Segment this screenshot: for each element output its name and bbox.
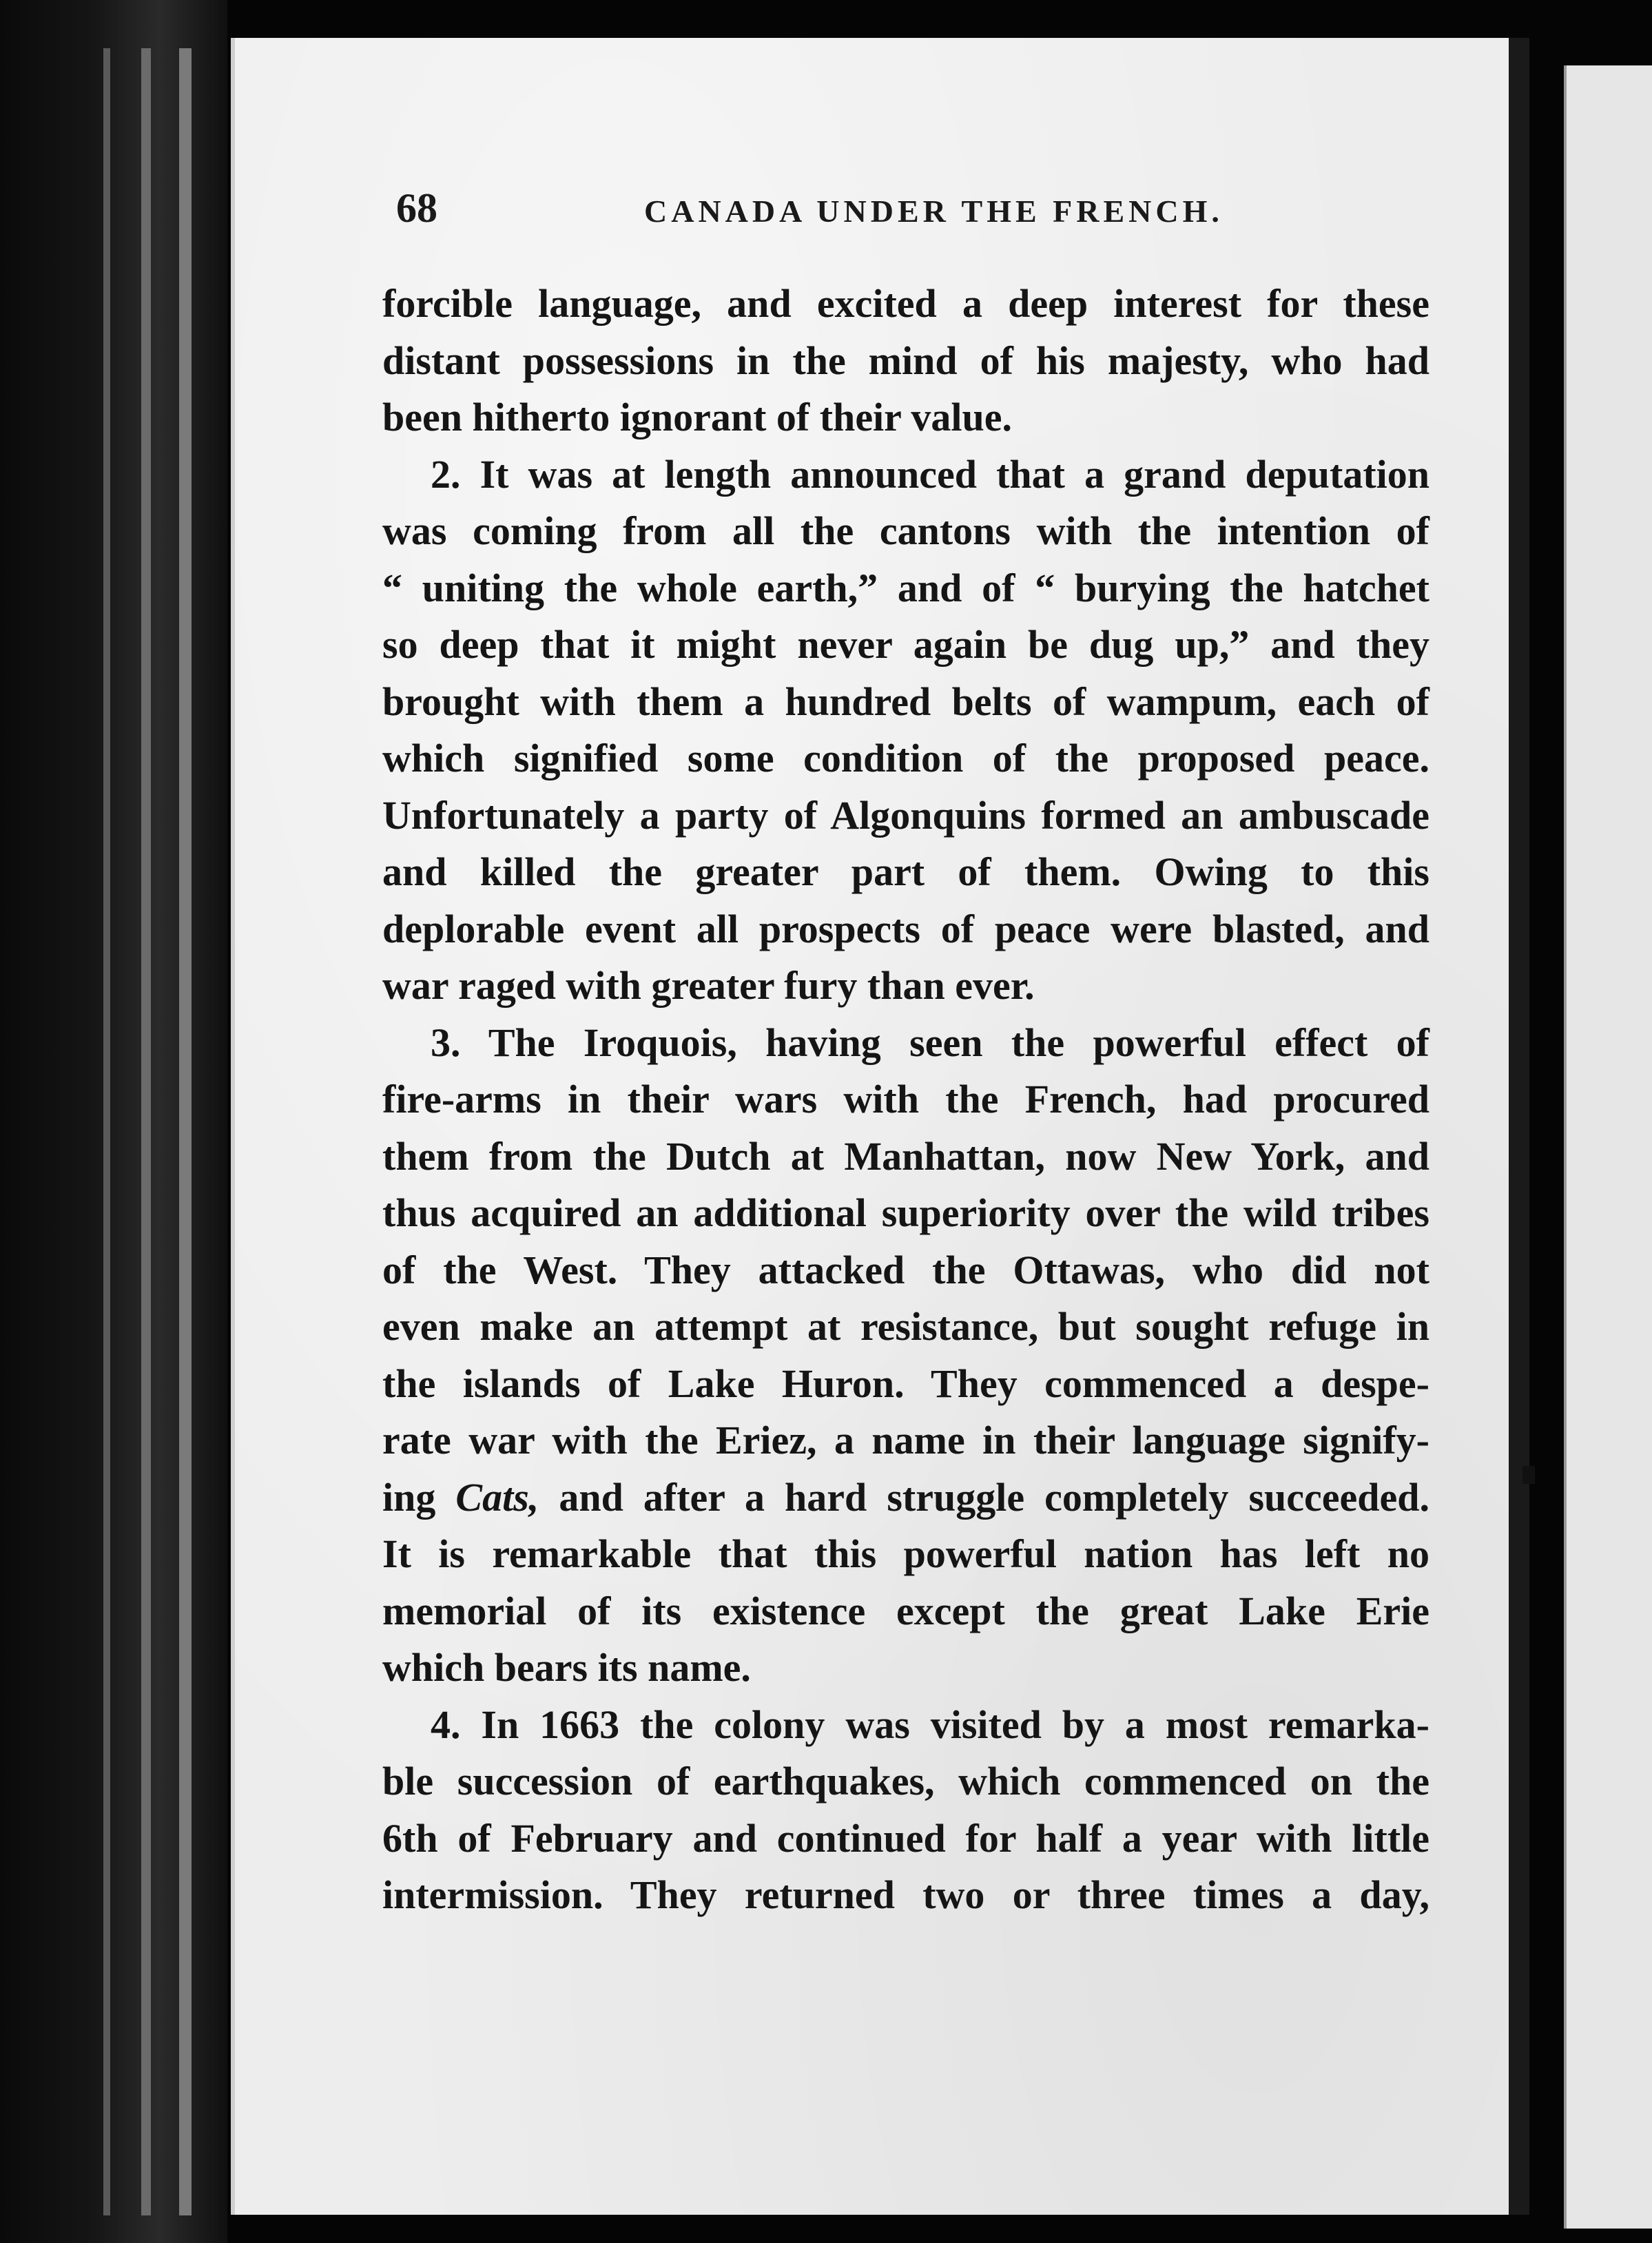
- paragraph-number: 2.: [431, 451, 461, 497]
- text-line: fire-arms in their wars with the French, had procured: [382, 1077, 1429, 1122]
- text-line: been hitherto ignorant of their value.: [382, 395, 1012, 440]
- text-line: which bears its name.: [382, 1645, 751, 1690]
- text-line: thus acquired an additional superiority over the wild tribes: [382, 1190, 1429, 1235]
- page-number: 68: [396, 185, 437, 231]
- text-line: intermission. They returned two or three times a day,: [382, 1872, 1429, 1917]
- text-line: forcible language, and excited a deep interest for these: [382, 281, 1429, 326]
- text-line: rate war with the Eriez, a name in their language signify-: [382, 1418, 1429, 1462]
- text-line: the islands of Lake Huron. They commenced a despe-: [382, 1361, 1429, 1406]
- text-line: even make an attempt at resistance, but sought refuge in: [382, 1304, 1429, 1349]
- page-gutter: [1509, 38, 1529, 2215]
- text-line: memorial of its existence except the great Lake Erie: [382, 1588, 1429, 1633]
- text-line: [382, 1697, 1429, 1754]
- page-header: [396, 185, 1429, 240]
- binding-edge-line: [141, 48, 151, 2215]
- text-line: them from the Dutch at Manhattan, now New York, and: [382, 1133, 1429, 1179]
- text-line: war raged with greater fury than ever.: [382, 963, 1035, 1008]
- text-line: [382, 1015, 1429, 1072]
- text-line: “ uniting the whole earth,” and of “ burying the hatchet: [382, 565, 1429, 610]
- text-span: ing: [382, 1474, 436, 1520]
- binding-edge-line: [103, 48, 110, 2215]
- text-line: deplorable event all prospects of peace were blasted, and: [382, 906, 1429, 951]
- text-line: [382, 446, 1429, 504]
- italic-word: Cats,: [455, 1474, 539, 1520]
- binding-edge-line: [179, 48, 192, 2215]
- text-line: It is remarkable that this powerful nation has left no: [382, 1531, 1429, 1576]
- text-span: In 1663 the colony was visited by a most remarka-: [481, 1702, 1430, 1747]
- text-line: of the West. They attacked the Ottawas, who did not: [382, 1247, 1429, 1292]
- running-head: CANADA UNDER THE FRENCH.: [644, 194, 1223, 229]
- paragraph-number: 4.: [431, 1702, 461, 1747]
- paragraph-number: 3.: [431, 1020, 461, 1065]
- text-span: The Iroquois, having seen the powerful effect of: [488, 1020, 1429, 1065]
- facing-page-edge: [1564, 65, 1652, 2229]
- body-text: [382, 276, 1429, 1924]
- text-line: distant possessions in the mind of his majesty, who had: [382, 338, 1429, 383]
- text-line: ble succession of earthquakes, which commenced on the: [382, 1759, 1429, 1803]
- text-span: and after a hard struggle completely succeeded.: [559, 1474, 1430, 1520]
- text-line: [382, 1469, 1429, 1527]
- text-line: 6th of February and continued for half a year with little: [382, 1815, 1429, 1861]
- text-line: which signified some condition of the proposed peace.: [382, 736, 1429, 781]
- text-line: was coming from all the cantons with the intention of: [382, 508, 1429, 553]
- book-binding: [0, 0, 227, 2243]
- text-line: brought with them a hundred belts of wampum, each of: [382, 679, 1429, 724]
- text-span: It was at length announced that a grand deputation: [479, 451, 1430, 497]
- text-line: Unfortunately a party of Algonquins formed an ambuscade: [382, 792, 1429, 838]
- text-line: and killed the greater part of them. Owing to this: [382, 849, 1429, 894]
- text-line: so deep that it might never again be dug up,” and they: [382, 622, 1429, 667]
- edge-mark: [1522, 1466, 1535, 1484]
